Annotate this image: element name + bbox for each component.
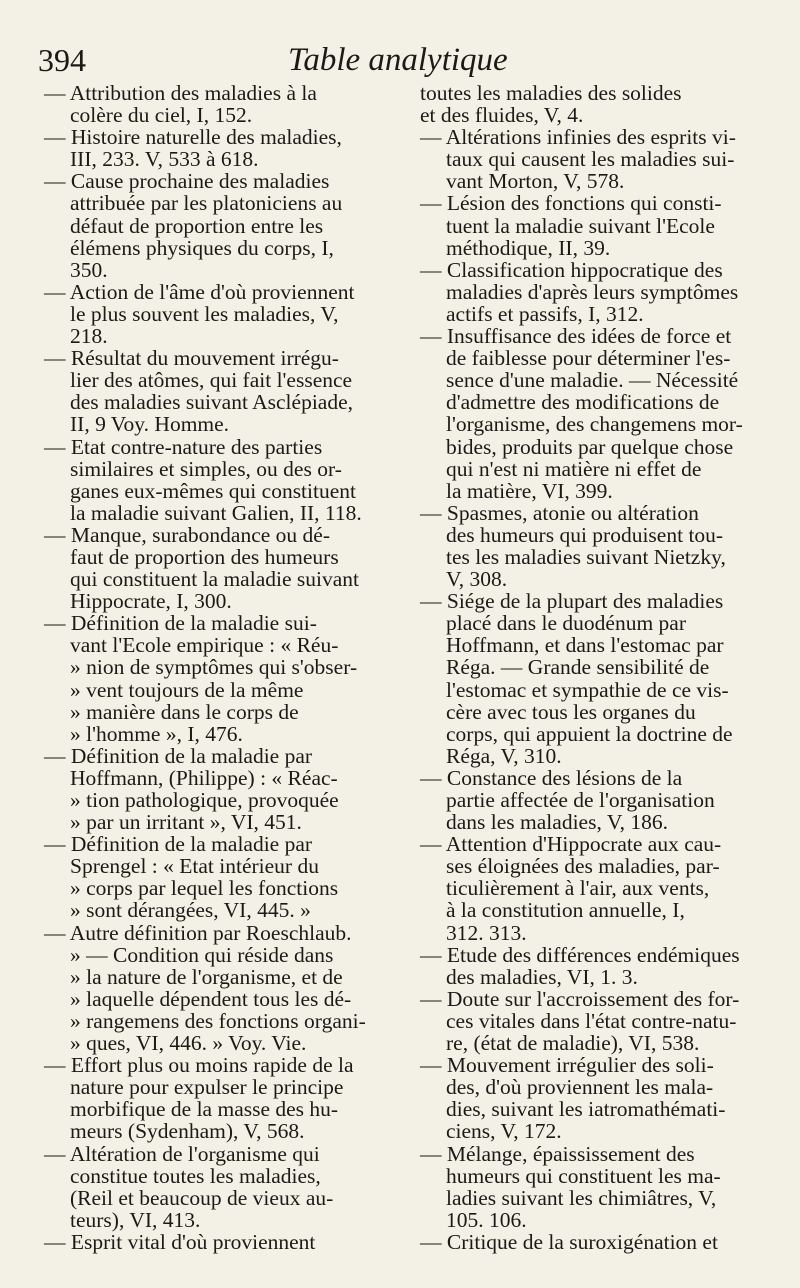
index-entry: — Définition de la maladie par Hoffmann, (Philippe) : « Réac- » tion pathologique, provoquée » par un irritant », VI, 451.: [44, 743, 339, 835]
index-entry: — Classification hippocratique des maladies d'après leurs symptômes actifs et passifs, I, 312.: [420, 257, 739, 326]
index-entry: — Autre définition par Roeschlaub. » — Condition qui réside dans » la nature de l'organisme, et de » laquelle dépendent tous les dé- » rangemens des fonctions organi- » ques, VI, 446. » Voy. Vie.: [44, 920, 366, 1056]
index-entry: — Altérations infinies des esprits vi- taux qui causent les maladies sui- vant Morton, V, 578.: [420, 125, 736, 194]
page-number: 394: [38, 42, 86, 78]
index-entry: — Effort plus ou moins rapide de la nature pour expulser le principe morbifique de la masse des hu- meurs (Sydenham), V, 568.: [44, 1053, 354, 1144]
index-entry: — Manque, surabondance ou dé- faut de proportion des humeurs qui constituent la maladie suivant Hippocrate, I, 300.: [44, 522, 359, 614]
index-entry: — Définition de la maladie sui- vant l'Ecole empirique : « Réu- » nion de symptômes qui s'obser- » vent toujours de la même » manière dans le corps de » l'homme », I, 476.: [44, 611, 358, 746]
index-entry: — Cause prochaine des maladies attribuée par les platoniciens au défaut de proportion entre les élémens physiques du corps, I, 350.: [44, 169, 343, 282]
page-header: [38, 40, 763, 80]
left-column: [44, 82, 398, 1253]
index-entry: — Spasmes, atonie ou altération des humeurs qui produisent tou- tes les maladies suivant Nietzky, V, 308.: [420, 500, 726, 592]
index-entry: — Mélange, épaississement des humeurs qui constituent les ma- ladies suivant les chimiâtres, V, 105. 106.: [420, 1141, 721, 1232]
index-entry: — Siége de la plupart des maladies placé dans le duodénum par Hoffmann, et dans l'estomac par Réga. — Grande sensibilité de l'estomac et sympathie de ce vis- cère avec tous les organes du corps, qui appuient la doctrine de Réga, V, 310.: [420, 589, 733, 768]
index-entry: — Lésion des fonctions qui consti- tuent la maladie suivant l'Ecole méthodique, II, 39.: [420, 191, 722, 260]
index-entry: — Constance des lésions de la partie affectée de l'organisation dans les maladies, V, 186.: [420, 765, 715, 835]
index-entry: — Attention d'Hippocrate aux cau- ses éloignées des maladies, par- ticulièrement à l'air, aux vents, à la constitution annuelle, I, 312. 313.: [420, 832, 722, 945]
index-entry: — Etat contre-nature des parties similaires et simples, ou des or- ganes eux-mêmes qui constituent la maladie suivant Galien, II, 118.: [44, 434, 362, 525]
index-entry: — Mouvement irrégulier des soli- des, d'où proviennent les mala- dies, suivant les iatromathémati- ciens, V, 172.: [420, 1053, 726, 1144]
index-entry: — Résultat du mouvement irrégu- lier des atômes, qui fait l'essence des maladies suivant Asclépiade, II, 9 Voy. Homme.: [44, 346, 354, 437]
index-entry-continuation: toutes les maladies des solides et des fluides, V, 4.: [420, 81, 682, 128]
index-entry: — Définition de la maladie par Sprengel : « Etat intérieur du » corps par lequel les fonctions » sont dérangées, VI, 445. »: [44, 832, 339, 923]
right-column: [420, 82, 768, 1253]
index-entry: — Insuffisance des idées de force et de faiblesse pour déterminer l'es- sence d'une maladie. — Nécessité d'admettre des modifications de l'organisme, des changemens mor- bides, produits par quelque chose qui n'est ni matière ni effet de la matière, VI, 399.: [420, 324, 743, 503]
index-entry: — Esprit vital d'où proviennent: [44, 1229, 316, 1254]
index-entry: — Histoire naturelle des maladies, III, 233. V, 533 à 618.: [44, 125, 342, 172]
index-entry: — Doute sur l'accroissement des for- ces vitales dans l'état contre-natu- re, (état de maladie), VI, 538.: [420, 986, 740, 1056]
index-entry: — Critique de la suroxigénation et: [420, 1229, 718, 1254]
index-entry: — Etude des différences endémiques des maladies, VI, 1. 3.: [420, 942, 740, 989]
index-entry: — Altération de l'organisme qui constitue toutes les maladies, (Reil et beaucoup de vieux au- teurs), VI, 413.: [44, 1141, 334, 1232]
running-title: Table analytique: [288, 42, 508, 78]
index-entry: — Attribution des maladies à la colère du ciel, I, 152.: [44, 81, 317, 128]
index-entry: — Action de l'âme d'où proviennent le plus souvent les maladies, V, 218.: [44, 279, 355, 349]
